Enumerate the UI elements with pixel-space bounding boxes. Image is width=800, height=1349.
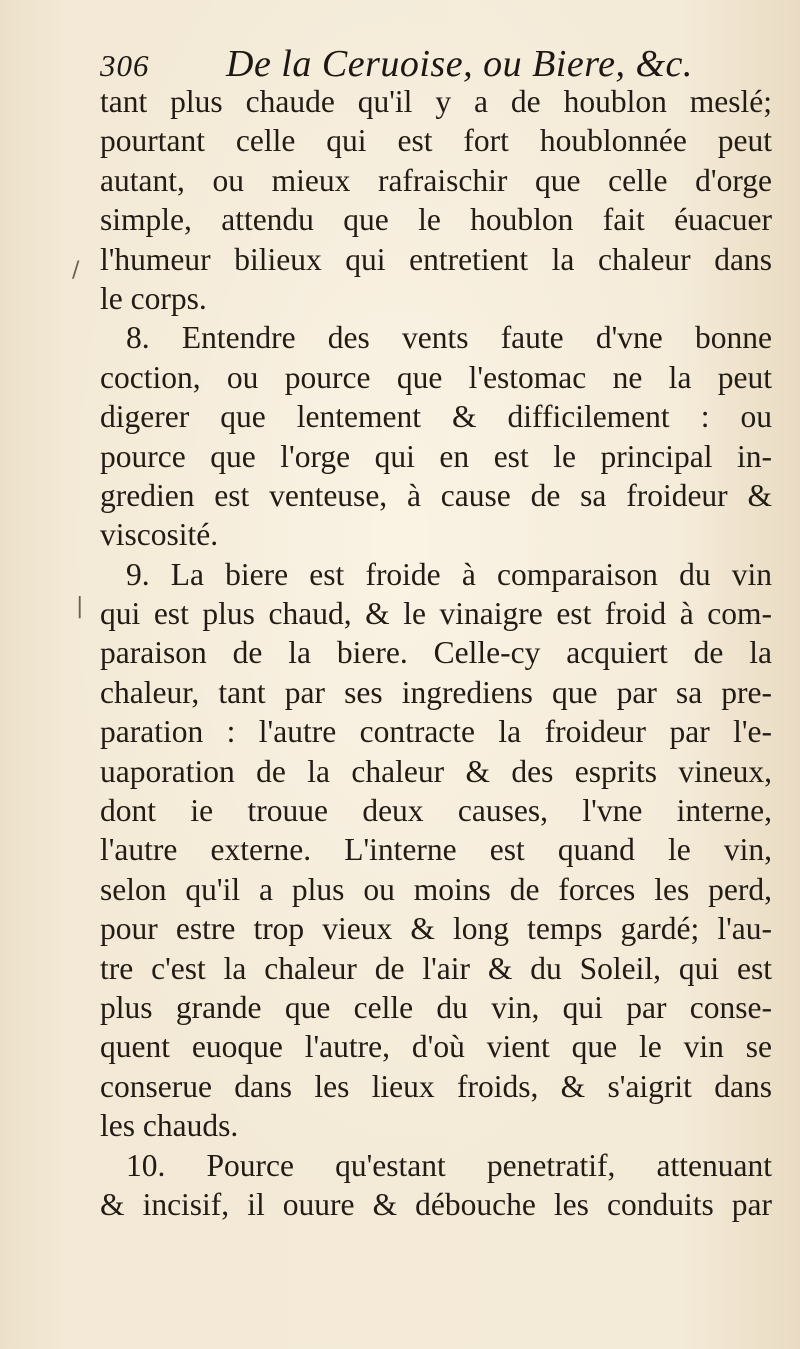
text-line: 8. Entendre des vents faute d'vne bonne [126,320,772,356]
text-line: pource que l'orge qui en est le principal in- [100,438,772,474]
text-line: pourtant celle qui est fort houblonnée peut [100,123,772,159]
text-line: qui est plus chaud, & le vinaigre est froid à com- [100,596,772,632]
page-number: 306 [100,48,150,83]
text-line: uaporation de la chaleur & des esprits vineux, [100,753,772,789]
text-line: chaleur, tant par ses ingrediens que par sa pre- [100,674,772,710]
text-line: selon qu'il a plus ou moins de forces les perd, [100,871,772,907]
text-line: l'humeur bilieux qui entretient la chaleur dans [100,241,772,277]
text-line: paraison de la biere. Celle-cy acquiert de la [100,635,772,671]
text-line: autant, ou mieux rafraischir que celle d'orge [100,162,772,198]
text-line: plus grande que celle du vin, qui par conse- [100,989,772,1025]
text-line: l'autre externe. L'interne est quand le vin, [100,832,772,868]
body-text [100,82,772,1224]
text-line: & incisif, il ouure & débouche les conduits par [100,1186,772,1222]
text-line: tant plus chaude qu'il y a de houblon meslé; [100,84,772,119]
text-line: le corps. [100,280,207,316]
running-title: De la Ceruoise, ou Biere, &c. [226,43,693,85]
text-line: coction, ou pource que l'estomac ne la peut [100,359,772,395]
text-line: viscosité. [100,517,219,553]
text-line: conserue dans les lieux froids, & s'aigrit dans [100,1068,772,1104]
text-line: 9. La biere est froide à comparaison du vin [126,556,772,592]
text-line: dont ie trouue deux causes, l'vne interne, [100,793,772,829]
text-line: tre c'est la chaleur de l'air & du Soleil, qui est [100,950,772,986]
text-line: 10. Pource qu'estant penetratif, attenuant [126,1147,772,1183]
text-line: les chauds. [100,1108,239,1144]
margin-stroke: / [72,258,80,283]
margin-bracket: | [76,594,84,619]
text-line: paration : l'autre contracte la froideur par l'e- [100,714,772,750]
text-line: quent euoque l'autre, d'où vient que le vin se [100,1029,772,1065]
text-line: simple, attendu que le houblon fait éuacuer [100,202,772,238]
text-line: pour estre trop vieux & long temps gardé; l'au- [100,911,772,947]
text-line: digerer que lentement & difficilement : ou [100,399,772,435]
text-line: gredien est venteuse, à cause de sa froideur & [100,477,772,513]
